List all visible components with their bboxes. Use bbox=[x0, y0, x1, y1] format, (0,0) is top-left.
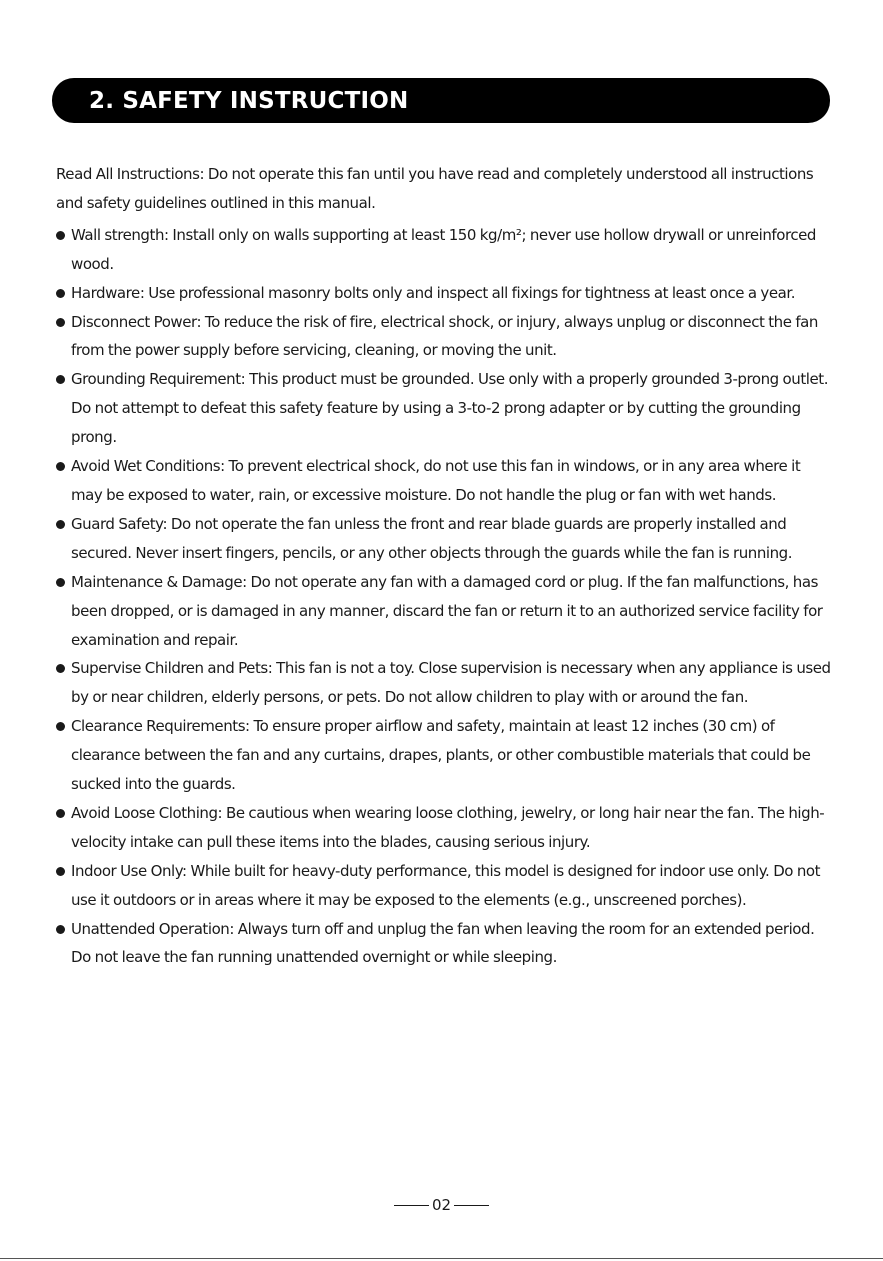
bullet-icon bbox=[56, 289, 65, 298]
safety-list bbox=[56, 221, 831, 973]
list-item bbox=[56, 279, 831, 308]
bullet-icon bbox=[56, 462, 65, 471]
list-item-text: Guard Safety: Do not operate the fan unless the front and rear blade guards are properly installed and secured. Never insert fingers, pencils, or any other objects through the guards while the fan is running. bbox=[71, 514, 793, 562]
footer-rule-right bbox=[454, 1205, 489, 1206]
footer-rule-left bbox=[394, 1205, 429, 1206]
bullet-icon bbox=[56, 520, 65, 529]
list-item-text: Disconnect Power: To reduce the risk of fire, electrical shock, or injury, always unplug or disconnect the fan from the power supply before servicing, cleaning, or moving the unit. bbox=[71, 312, 818, 360]
bullet-icon bbox=[56, 722, 65, 731]
list-item-text: Clearance Requirements: To ensure proper airflow and safety, maintain at least 12 inches (30 cm) of clearance between the fan and any curtains, drapes, plants, or other combustible materials that could be sucked into the guards. bbox=[71, 717, 811, 794]
bullet-icon bbox=[56, 375, 65, 384]
list-item bbox=[56, 308, 831, 366]
list-item bbox=[56, 510, 831, 568]
section-header-bar bbox=[52, 78, 830, 123]
list-item bbox=[56, 221, 831, 279]
list-item-text: Wall strength: Install only on walls supporting at least 150 kg/m²; never use hollow drywall or unreinforced wood. bbox=[71, 225, 816, 273]
bullet-icon bbox=[56, 231, 65, 240]
bullet-icon bbox=[56, 318, 65, 327]
list-item-text: Hardware: Use professional masonry bolts only and inspect all fixings for tightness at least once a year. bbox=[71, 283, 796, 302]
bullet-icon bbox=[56, 809, 65, 818]
list-item-text: Supervise Children and Pets: This fan is not a toy. Close supervision is necessary when any appliance is used by or near children, elderly persons, or pets. Do not allow children to play with or around the fan. bbox=[71, 659, 831, 707]
list-item-text: Indoor Use Only: While built for heavy-duty performance, this model is designed for indoor use only. Do not use it outdoors or in areas where it may be exposed to the elements (e.g., unscreened porches). bbox=[71, 861, 821, 909]
list-item-text: Grounding Requirement: This product must be grounded. Use only with a properly grounded 3-prong outlet. Do not attempt to defeat this safety feature by using a 3-to-2 prong adapter or by cutting the grounding prong. bbox=[71, 370, 829, 447]
list-item bbox=[56, 799, 831, 857]
instructions-content bbox=[56, 160, 831, 972]
list-item bbox=[56, 915, 831, 973]
list-item bbox=[56, 712, 831, 799]
intro-paragraph: Read All Instructions: Do not operate this fan until you have read and completely understood all instructions and safety guidelines outlined in this manual. bbox=[56, 165, 814, 212]
section-title: 2. SAFETY INSTRUCTION bbox=[89, 87, 409, 114]
list-item bbox=[56, 654, 831, 712]
list-item bbox=[56, 857, 831, 915]
page-number: 02 bbox=[431, 1196, 452, 1214]
list-item-text: Avoid Wet Conditions: To prevent electrical shock, do not use this fan in windows, or in any area where it may be exposed to water, rain, or excessive moisture. Do not handle the plug or fan with wet hands. bbox=[71, 457, 801, 504]
list-item-text: Unattended Operation: Always turn off and unplug the fan when leaving the room for an extended period. Do not leave the fan running unattended overnight or while sleeping. bbox=[71, 919, 815, 967]
page-bottom-rule bbox=[0, 1258, 883, 1259]
bullet-icon bbox=[56, 578, 65, 587]
bullet-icon bbox=[56, 925, 65, 934]
page-footer bbox=[0, 1194, 883, 1216]
bullet-icon bbox=[56, 664, 65, 673]
list-item bbox=[56, 452, 831, 510]
list-item bbox=[56, 365, 831, 452]
list-item-text: Avoid Loose Clothing: Be cautious when wearing loose clothing, jewelry, or long hair near the fan. The high-velocity intake can pull these items into the blades, causing serious injury. bbox=[71, 803, 825, 851]
list-item-text: Maintenance & Damage: Do not operate any fan with a damaged cord or plug. If the fan malfunctions, has been dropped, or is damaged in any manner, discard the fan or return it to an authorized service facility for examination and repair. bbox=[71, 572, 823, 649]
list-item bbox=[56, 568, 831, 655]
bullet-icon bbox=[56, 867, 65, 876]
